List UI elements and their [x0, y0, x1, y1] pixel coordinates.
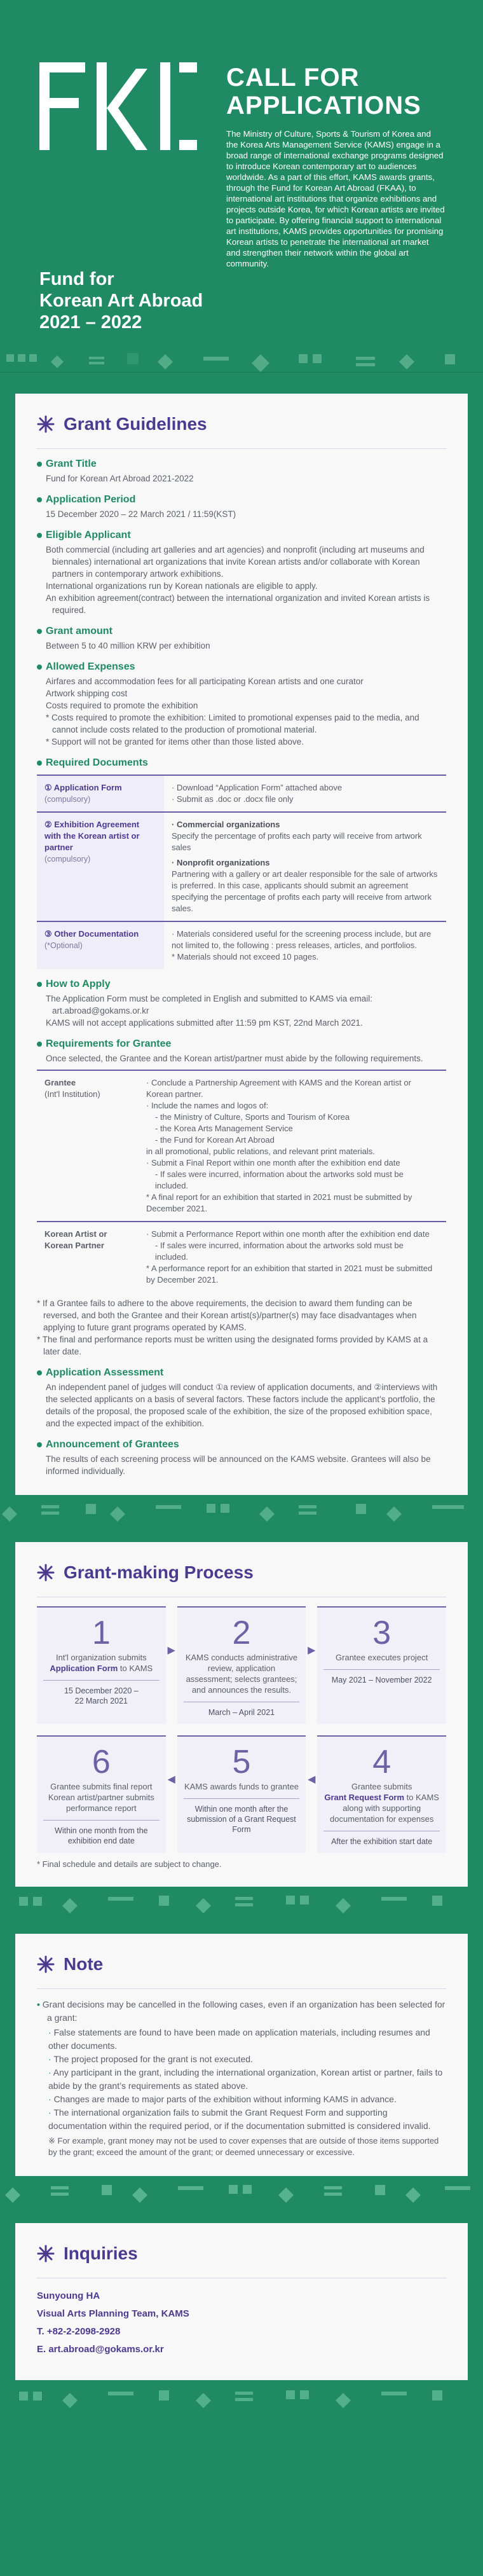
grant-guidelines-panel [15, 394, 468, 1495]
cell-line: - the Korea Arts Management Service [155, 1124, 293, 1133]
bullet-line: An exhibition agreement(contract) between the international organization and invited Korean artists is required. [46, 593, 430, 615]
guideline-item [37, 529, 446, 616]
guideline-body [37, 640, 446, 652]
table-left-cell [37, 921, 164, 969]
application-assessment [37, 1367, 446, 1429]
note-title: Note [64, 1954, 104, 1974]
step-text-part: to KAMS [118, 1663, 153, 1673]
step-text: KAMS conducts administrative review, application assessment; selects grantees; and announces the results. [185, 1653, 298, 1695]
guideline-label: Required Documents [37, 757, 446, 769]
guideline-line: Fund for Korean Art Abroad 2021-2022 [46, 474, 194, 483]
inquiries-panel [15, 2223, 468, 2380]
guideline-line: 15 December 2020 – 22 March 2021 / 11:59(KST) [46, 509, 236, 519]
hero-section [0, 0, 483, 347]
guideline-label: Requirements for Grantee [37, 1038, 446, 1050]
pattern-band-middle-3 [0, 2176, 483, 2223]
requirements-intro: Once selected, the Grantee and the Korean artist/partner must abide by the following requirements. [46, 1054, 423, 1063]
guideline-item [37, 661, 446, 748]
note-panel [15, 1934, 468, 2176]
note-sub-item: · Changes are made to major parts of the exhibition without informing KAMS in advance. [48, 2093, 446, 2106]
process-flow-grid [37, 1606, 446, 1853]
cell-line: - If sales were incurred, information about the artworks sold must be included. [155, 1169, 404, 1190]
table-left-cell [37, 812, 164, 921]
cell-line: · Include the names and logos of: [146, 1101, 269, 1110]
table-right-cell [164, 775, 446, 812]
cell-line: · Conclude a Partnership Agreement with KAMS and the Korean artist or Korean partner. [146, 1078, 411, 1099]
contact-name: Sunyoung HA [37, 2290, 100, 2301]
step-date: 15 December 2020 – 22 March 2021 [43, 1680, 160, 1706]
pattern-band-graphic [0, 1887, 483, 1934]
asterisk-icon [37, 1564, 55, 1581]
process-step-card [177, 1735, 316, 1853]
step-text [43, 1652, 160, 1674]
step-date: May 2021 – November 2022 [323, 1669, 440, 1685]
table-left-cell [37, 775, 164, 812]
requirements-table [37, 1070, 446, 1292]
bullet-line: The Application Form must be completed in English and submitted to KAMS via email: art.abroad@gokams.or.kr [46, 994, 372, 1016]
cell-line: · Materials considered useful for the screening process include, but are not limited to, the following : press releases, articles, and portfolios. [172, 929, 432, 950]
cell-line: * A final report for an exhibition that started in 2021 must be submitted by December 2021. [146, 1192, 412, 1213]
pattern-band-graphic [0, 2176, 483, 2223]
guideline-label: Grant amount [37, 625, 446, 638]
guideline-line: Between 5 to 40 million KRW per exhibition [46, 641, 210, 651]
step-text: Grantee executes project [336, 1653, 428, 1662]
cell-subtitle: (Int'l Institution) [44, 1089, 100, 1099]
table-left-cell [37, 1070, 139, 1222]
cell-line: in all promotional, public relations, and relevant print materials. [146, 1147, 375, 1156]
note-lead: • Grant decisions may be cancelled in the following cases, even if an organization has been selected for a grant: [37, 1998, 446, 2025]
guideline-body [37, 993, 446, 1029]
table-row [37, 921, 446, 969]
guideline-body [37, 1052, 446, 1064]
divider [37, 448, 446, 449]
pattern-band-graphic [0, 347, 483, 394]
cell-subtitle: (*Optional) [44, 941, 83, 950]
bullet-line: Both commercial (including art galleries and art agencies) and nonprofit (including art museums and biennales) international art organizations that invite Korean artists and/or collaborate with Korean partners in contemporary artwork exhibitions. [46, 545, 425, 579]
cell-line: Specify the percentage of profits each party will receive from artwork sales [172, 831, 422, 852]
contact-team: Visual Arts Planning Team, KAMS [37, 2308, 189, 2319]
arrow-left-icon: ◀ [308, 1774, 316, 1785]
table-row [37, 1222, 446, 1292]
process-step-card [37, 1735, 175, 1853]
required-documents [37, 757, 446, 969]
note-line: * Costs required to promote the exhibition: Limited to promotional expenses paid to the media, and cannot include costs related to the production of promotional material. [46, 713, 419, 734]
step-text-part: to KAMS along with supporting documentation for expenses [330, 1793, 439, 1824]
table-row [37, 812, 446, 921]
guideline-item [37, 493, 446, 520]
step-date: Within one month from the exhibition end date [43, 1820, 160, 1846]
note-list [37, 1998, 446, 2158]
cell-title: Grantee [44, 1078, 76, 1087]
step-number: 3 [372, 1615, 391, 1651]
contact-phone: T. +82-2-2098-2928 [37, 2326, 121, 2337]
step-text: Grantee submits final report Korean artist/partner submits performance report [48, 1782, 154, 1813]
step-text [323, 1781, 440, 1824]
cell-title: ③ Other Documentation [44, 929, 139, 939]
bullet-line: KAMS will not accept applications submitted after 11:59 pm KST, 22nd March 2021. [46, 1018, 363, 1028]
guideline-body [37, 544, 446, 616]
cell-title: Korean Artist or [44, 1229, 107, 1239]
cell-line-bold: · Nonprofit organizations [172, 858, 270, 867]
bullet-line: Costs required to promote the exhibition [46, 701, 198, 710]
step-date: After the exhibition start date [323, 1831, 440, 1847]
note-heading [37, 1954, 446, 1974]
pattern-band-middle-2 [0, 1887, 483, 1934]
guideline-label: Application Period [37, 493, 446, 506]
step-text-bold: Application Form [50, 1663, 118, 1673]
process-step-card [317, 1606, 446, 1724]
step-text: KAMS awards funds to grantee [184, 1782, 299, 1791]
requirements-notes [37, 1297, 446, 1358]
process-step-card [317, 1735, 446, 1853]
guideline-body [37, 675, 446, 748]
pattern-band-graphic [0, 1495, 483, 1542]
note-sub-list [37, 2026, 446, 2133]
guideline-label: Grant Title [37, 458, 446, 471]
cell-line: * Materials should not exceed 10 pages. [172, 952, 319, 961]
arrow-right-icon: ▶ [308, 1645, 316, 1656]
step-number: 1 [92, 1615, 111, 1651]
note-sub-item: · The international organization fails to submit the Grant Request Form and supporting documentation within the required period, or if the documentation submitted is considered invalid. [48, 2106, 446, 2133]
grant-making-process-title: Grant-making Process [64, 1562, 254, 1582]
guideline-label: How to Apply [37, 978, 446, 991]
guideline-label: Eligible Applicant [37, 529, 446, 542]
step-text-part: Grantee submits [351, 1782, 412, 1791]
grant-making-process-heading [37, 1562, 446, 1583]
cell-line: Partnering with a gallery or art dealer responsible for the sale of artworks is preferred. In this case, applicants should submit an agreement specifying the percentage of profits each party will receive from artwork sales. [172, 869, 438, 913]
fkaa-logo [39, 62, 197, 150]
cell-title: ① Application Form [44, 783, 122, 792]
step-number: 6 [92, 1744, 111, 1780]
cell-title: ② Exhibition Agreement with the Korean artist or partner [44, 820, 140, 852]
cell-line: · Download “Application Form” attached above [172, 783, 343, 792]
guideline-body: An independent panel of judges will conduct ①a review of application documents, and ②interviews with the selected applicants on a basis of several factors. These factors include the applicant’s portfolio, the details of the proposal, the proposed scale of the exhibition, the size of the proposed exhibition space, and the expected impact of the exhibition. [46, 1382, 438, 1428]
guideline-label: Announcement of Grantees [37, 1438, 446, 1451]
guideline-body [37, 472, 446, 485]
table-right-cell [139, 1070, 446, 1222]
table-right-cell [139, 1222, 446, 1292]
step-text-bold: Grant Request Form [324, 1793, 405, 1802]
step-date: Within one month after the submission of a Grant Request Form [184, 1798, 300, 1835]
table-row [37, 775, 446, 812]
asterisk-icon [37, 2245, 55, 2263]
step-number: 5 [232, 1744, 251, 1780]
asterisk-icon [37, 1955, 55, 1973]
guideline-item [37, 625, 446, 652]
intro-text: The Ministry of Culture, Sports & Tourism of Korea and the Korea Arts Management Service (KAMS) engage in a broad range of international exchange programs designed to introduce Korean contemporary art to audiences worldwide. As a part of this effort, KAMS awards grants, through the Fund for Korean Art Abroad (FKAA), to international art institutions that organize exhibitions and projects outside Korea, for which Korean artists are invited to participate. By offering financial support to international art institutions, KAMS provides opportunities for promising Korean artists to penetrate the international art market and strengthen their network within the global art community. [226, 129, 445, 268]
cell-subtitle: (compulsory) [44, 795, 91, 804]
cell-subtitle: (compulsory) [44, 855, 91, 864]
process-note: * Final schedule and details are subject to change. [37, 1859, 222, 1869]
process-step-card [177, 1606, 316, 1724]
table-right-cell [164, 812, 446, 921]
arrow-left-icon: ◀ [167, 1774, 175, 1785]
grant-guidelines-title: Grant Guidelines [64, 414, 207, 434]
pattern-band-bottom [0, 2380, 483, 2421]
fund-title: Fund for Korean Art Abroad 2021 – 2022 [39, 269, 203, 333]
grant-guidelines-heading [37, 414, 446, 434]
inquiries-contact [37, 2287, 446, 2359]
divider [37, 1988, 446, 1989]
requirements-for-grantee [37, 1038, 446, 1358]
bullet-line: International organizations run by Korean nationals are eligible to apply. [46, 581, 318, 591]
guideline-body: The results of each screening process will be announced on the KAMS website. Grantees will also be informed individually. [46, 1454, 431, 1476]
note-line: * If a Grantee fails to adhere to the above requirements, the decision to award them funding can be reversed, and both the Grantee and their Korean artist(s)/partner(s) may face disadvantages when applying to future grant programs operated by KAMS. [37, 1298, 417, 1332]
pattern-band-top [0, 347, 483, 394]
cell-line: · Submit as .doc or .docx file only [172, 794, 294, 804]
note-sub-item: · The project proposed for the grant is not executed. [48, 2053, 446, 2066]
table-left-cell [37, 1222, 139, 1292]
cell-line: · Submit a Final Report within one month after the exhibition end date [146, 1158, 400, 1167]
how-to-apply [37, 978, 446, 1029]
note-line: * Support will not be granted for items other than those listed above. [46, 737, 304, 747]
required-documents-table [37, 775, 446, 969]
note-sub-item: · Any participant in the grant, including the international organization, Korean artist or partner, fails to abide by the grant’s requirements as stated above. [48, 2066, 446, 2093]
step-number: 4 [372, 1744, 391, 1780]
call-title: CALL FOR APPLICATIONS [226, 64, 421, 120]
note-line: * The final and performance reports must be written using the designated forms provided by KAMS at a later date. [37, 1335, 428, 1356]
cell-line: * A performance report for an exhibition that started in 2021 must be submitted by December 2021. [146, 1264, 433, 1285]
contact-email: E. art.abroad@gokams.or.kr [37, 2344, 164, 2355]
pattern-band-middle-1 [0, 1495, 483, 1542]
step-text-part: Int'l organization submits [55, 1653, 147, 1662]
guideline-body [37, 508, 446, 520]
cell-line: - the Fund for Korean Art Abroad [155, 1135, 275, 1145]
note-small-print: ※ For example, grant money may not be used to cover expenses that are outside of those items supported by the grant; exceed the amount of the grant; or deemed unnecessary or excessive. [48, 2136, 439, 2157]
grant-process-panel [15, 1542, 468, 1887]
inquiries-title: Inquiries [64, 2243, 138, 2263]
cell-subtitle: Korean Partner [44, 1241, 104, 1250]
bullet-line: Artwork shipping cost [46, 689, 128, 698]
pattern-band-graphic [0, 2380, 483, 2421]
guideline-item [37, 458, 446, 485]
step-number: 2 [232, 1615, 251, 1651]
arrow-right-icon: ▶ [167, 1645, 175, 1656]
step-date: March – April 2021 [184, 1702, 300, 1718]
table-row [37, 1070, 446, 1222]
note-sub-item: · False statements are found to have been made on application materials, including resumes and other documents. [48, 2026, 446, 2053]
guideline-label: Allowed Expenses [37, 661, 446, 673]
cell-line-bold: · Commercial organizations [172, 820, 280, 829]
cell-line: - If sales were incurred, information about the artworks sold must be included. [155, 1241, 404, 1262]
announcement-of-grantees [37, 1438, 446, 1477]
inquiries-heading [37, 2243, 446, 2264]
cell-line: · Submit a Performance Report within one month after the exhibition end date [146, 1229, 430, 1239]
asterisk-icon [37, 415, 55, 433]
guideline-label: Application Assessment [37, 1367, 446, 1379]
cell-line: - the Ministry of Culture, Sports and Tourism of Korea [155, 1112, 350, 1122]
table-right-cell [164, 921, 446, 969]
bullet-line: Airfares and accommodation fees for all participating Korean artists and one curator [46, 677, 364, 686]
process-step-card [37, 1606, 175, 1724]
